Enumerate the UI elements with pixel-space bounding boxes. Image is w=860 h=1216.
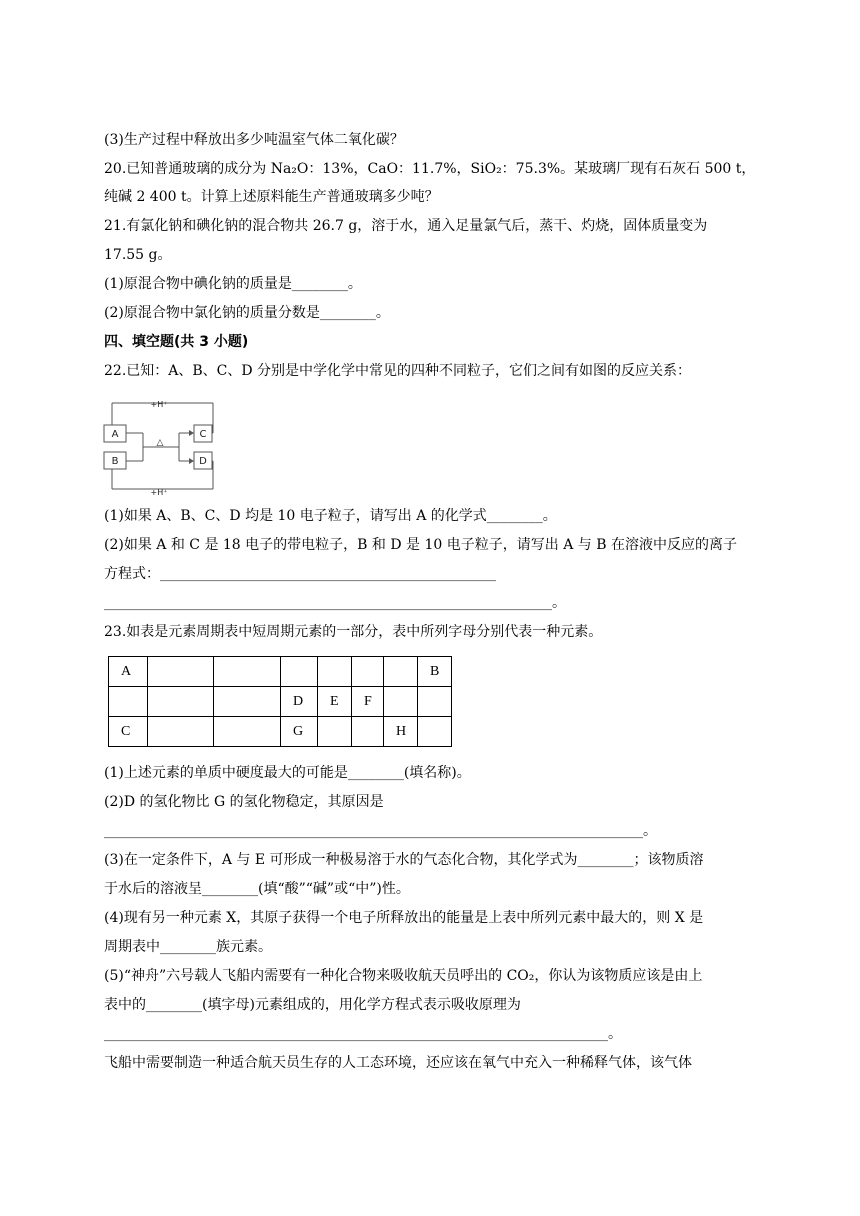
table-cell xyxy=(214,717,281,747)
periodic-table-fragment xyxy=(108,656,452,747)
reaction-diagram xyxy=(103,397,223,497)
table-cell: E xyxy=(318,687,352,717)
question-19-part-3: (3)生产过程中释放出多少吨温室气体二氧化碳？ xyxy=(104,132,404,148)
question-23-part-1: (1)上述元素的单质中硬度最大的可能是________(填名称)。 xyxy=(104,765,471,781)
bottom-reagent-label: +H⁺ xyxy=(150,488,168,497)
question-21-line-1: 21.有氯化钠和碘化钠的混合物共 26.7 g，溶于水，通入足量氯气后，蒸干、灼烧，固体质量变为 xyxy=(104,218,708,234)
question-23-part-3-line-1: (3)在一定条件下，A 与 E 可形成一种极易溶于水的气态化合物，其化学式为________；该物质溶 xyxy=(104,852,704,868)
label-d: D xyxy=(199,456,207,467)
table-cell xyxy=(148,687,214,717)
table-cell: B xyxy=(418,657,452,687)
question-23-part-4-line-1: (4)现有另一种元素 X，其原子获得一个电子所释放出的能量是上表中所列元素中最大的，则 X 是 xyxy=(104,910,704,926)
question-20-line-1: 20.已知普通玻璃的成分为 Na₂O：13%，CaO：11.7%，SiO₂：75.3%。某玻璃厂现有石灰石 500 t， xyxy=(104,161,756,177)
top-reagent-label: +H⁺ xyxy=(150,400,168,409)
heat-symbol: △ xyxy=(156,438,164,448)
label-c: C xyxy=(199,429,207,440)
question-22-stem: 22.已知：A、B、C、D 分别是中学化学中常见的四种不同粒子，它们之间有如图的反应关系： xyxy=(104,363,692,379)
label-a: A xyxy=(111,429,119,440)
table-cell: G xyxy=(281,717,318,747)
table-cell xyxy=(352,657,384,687)
question-23-part-4-line-2: 周期表中________族元素。 xyxy=(104,939,272,955)
question-23-part-2-line-2: _____________________________________________________________________________。 xyxy=(104,823,657,839)
table-cell xyxy=(109,687,148,717)
table-cell xyxy=(318,657,352,687)
table-cell xyxy=(148,717,214,747)
table-cell xyxy=(148,657,214,687)
question-23-part-5-line-2: 表中的________(填字母)元素组成的，用化学方程式表示吸收原理为 xyxy=(104,997,521,1013)
question-22-part-1: (1)如果 A、B、C、D 均是 10 电子粒子，请写出 A 的化学式________。 xyxy=(104,508,557,524)
question-23-part-3-line-2: 于水后的溶液呈________(填“酸”“碱”或“中”)性。 xyxy=(104,881,410,897)
question-21-part-2: (2)原混合物中氯化钠的质量分数是________。 xyxy=(104,305,390,321)
question-23-part-5-line-3: ________________________________________________________________________。 xyxy=(104,1026,622,1042)
label-b: B xyxy=(111,456,119,467)
question-23-part-2-line-1: (2)D 的氢化物比 G 的氢化物稳定，其原因是 xyxy=(104,794,384,810)
table-cell: A xyxy=(109,657,148,687)
question-23-part-5-line-1: (5)“神舟”六号载人飞船内需要有一种化合物来吸收航天员呼出的 CO₂，你认为该物质应该是由上 xyxy=(104,968,703,984)
table-cell: C xyxy=(109,717,148,747)
table-cell: F xyxy=(352,687,384,717)
question-23-stem: 23.如表是元素周期表中短周期元素的一部分，表中所列字母分别代表一种元素。 xyxy=(104,624,603,640)
table-cell xyxy=(384,657,418,687)
table-row xyxy=(109,717,452,747)
table-cell xyxy=(384,687,418,717)
table-cell xyxy=(352,717,384,747)
table-cell: D xyxy=(281,687,318,717)
table-row xyxy=(109,657,452,687)
table-cell xyxy=(281,657,318,687)
table-cell xyxy=(418,717,452,747)
question-21-line-2: 17.55 g。 xyxy=(104,247,172,263)
table-cell xyxy=(214,657,281,687)
question-21-part-1: (1)原混合物中碘化钠的质量是________。 xyxy=(104,276,362,292)
question-20-line-2: 纯碱 2 400 t。计算上述原料能生产普通玻璃多少吨？ xyxy=(104,189,439,205)
question-23-part-5-line-4: 飞船中需要制造一种适合航天员生存的人工态环境，还应该在氧气中充入一种稀释气体，该气体 xyxy=(104,1055,692,1071)
table-cell xyxy=(214,687,281,717)
table-cell xyxy=(318,717,352,747)
question-22-part-2-line-2: 方程式：________________________________________________ xyxy=(104,566,496,582)
section-4-heading: 四、填空题(共 3 小题) xyxy=(104,334,249,350)
table-row xyxy=(109,687,452,717)
question-22-part-2-line-3: ________________________________________________________________。 xyxy=(104,595,566,611)
table-cell xyxy=(418,687,452,717)
question-22-part-2-line-1: (2)如果 A 和 C 是 18 电子的带电粒子，B 和 D 是 10 电子粒子，请写出 A 与 B 在溶液中反应的离子 xyxy=(104,537,737,553)
table-cell: H xyxy=(384,717,418,747)
